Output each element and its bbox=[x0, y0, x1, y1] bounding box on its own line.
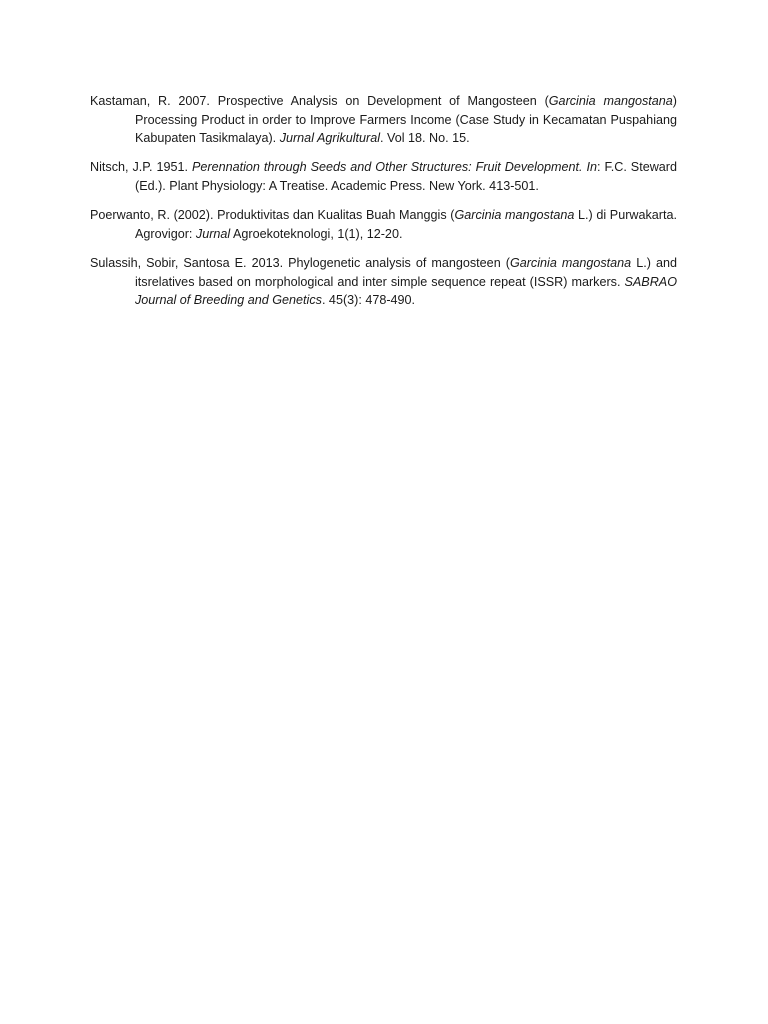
species-name: Garcinia mangostana bbox=[509, 255, 632, 270]
reference-list bbox=[90, 92, 677, 310]
journal-name: SABRAO Journal of Breeding and Genetics bbox=[135, 274, 677, 308]
reference-text: Agroekoteknologi, 1(1), 12-20. bbox=[230, 226, 403, 241]
reference-text: Kastaman, R. 2007. Prospective Analysis on Development of Mangosteen ( bbox=[90, 94, 549, 108]
reference-text: . Vol 18. No. 15. bbox=[380, 131, 470, 146]
journal-name: Jurnal bbox=[195, 226, 231, 241]
reference-entry bbox=[90, 206, 677, 243]
species-name: Garcinia mangostana bbox=[548, 94, 673, 108]
reference-text: Sulassih, Sobir, Santosa E. 2013. Phylogenetic analysis of mangosteen ( bbox=[90, 255, 510, 270]
reference-entry bbox=[90, 158, 677, 195]
reference-entry bbox=[90, 254, 677, 310]
species-name: Garcinia mangostana bbox=[454, 208, 575, 223]
reference-text: ) Processing Product in order to Improve Farmers Income (Case Study in Kecamatan Puspahiang Kabupaten Tasikmalaya). bbox=[135, 94, 677, 146]
reference-entry bbox=[90, 92, 677, 148]
journal-name: Jurnal Agrikultural bbox=[279, 131, 381, 146]
reference-text: : F.C. Steward (Ed.). Plant Physiology: A Treatise. Academic Press. New York. 413-501. bbox=[135, 160, 678, 193]
reference-text: Poerwanto, R. (2002). Produktivitas dan Kualitas Buah Manggis ( bbox=[90, 208, 455, 223]
reference-text: L.) di Purwakarta. Agrovigor: bbox=[135, 208, 677, 241]
chapter-title: Perennation through Seeds and Other Structures: Fruit Development. In bbox=[192, 160, 597, 175]
reference-text: L.) and itsrelatives based on morphological and inter simple sequence repeat (ISSR) markers. bbox=[135, 255, 677, 289]
reference-text: . 45(3): 478-490. bbox=[321, 293, 416, 308]
reference-text: Nitsch, J.P. 1951. bbox=[90, 160, 193, 175]
